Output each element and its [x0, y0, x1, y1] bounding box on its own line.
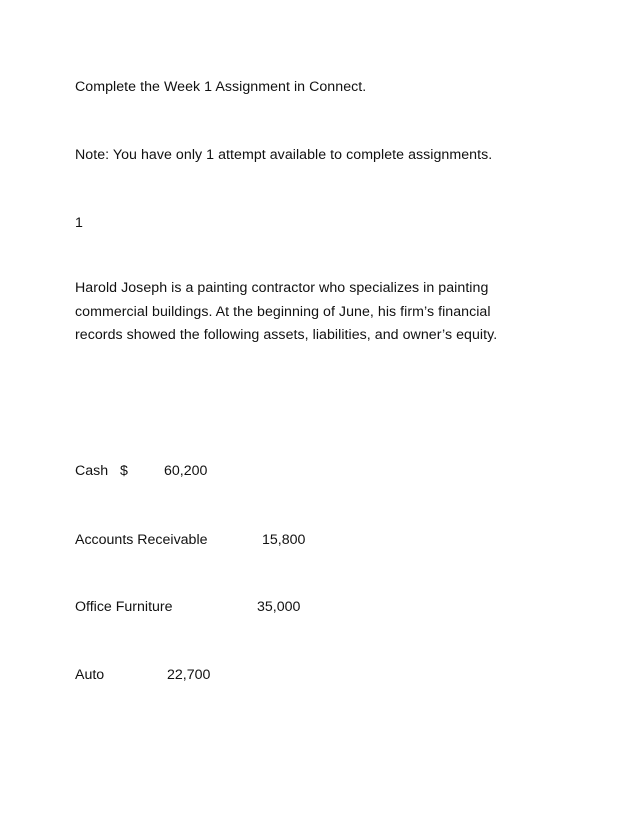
asset-label: Accounts Receivable	[75, 532, 208, 548]
problem-description	[75, 277, 545, 348]
problem-text-line: Harold Joseph is a painting contractor who specializes in painting	[75, 280, 489, 296]
problem-text-line: commercial buildings. At the beginning of June, his firm’s financial	[75, 303, 491, 320]
asset-row-office-furniture	[75, 597, 335, 617]
asset-amount: 35,000	[257, 599, 301, 615]
problem-text-line: records showed the following assets, liabilities, and owner’s equity.	[75, 327, 498, 343]
asset-amount: 60,200	[164, 463, 208, 479]
asset-amount: 22,700	[167, 667, 211, 683]
asset-row-cash	[75, 461, 235, 481]
problem-number: 1	[75, 215, 83, 231]
assignment-instruction: Complete the Week 1 Assignment in Connect.	[75, 79, 367, 95]
attempt-note: Note: You have only 1 attempt available to complete assignments.	[75, 147, 493, 163]
asset-label: Office Furniture	[75, 599, 173, 615]
asset-amount: 15,800	[262, 532, 306, 548]
currency-symbol: $	[120, 463, 128, 479]
asset-label: Cash	[75, 463, 109, 479]
asset-label: Auto	[75, 667, 105, 683]
asset-row-accounts-receivable	[75, 530, 335, 550]
asset-row-auto	[75, 665, 235, 685]
